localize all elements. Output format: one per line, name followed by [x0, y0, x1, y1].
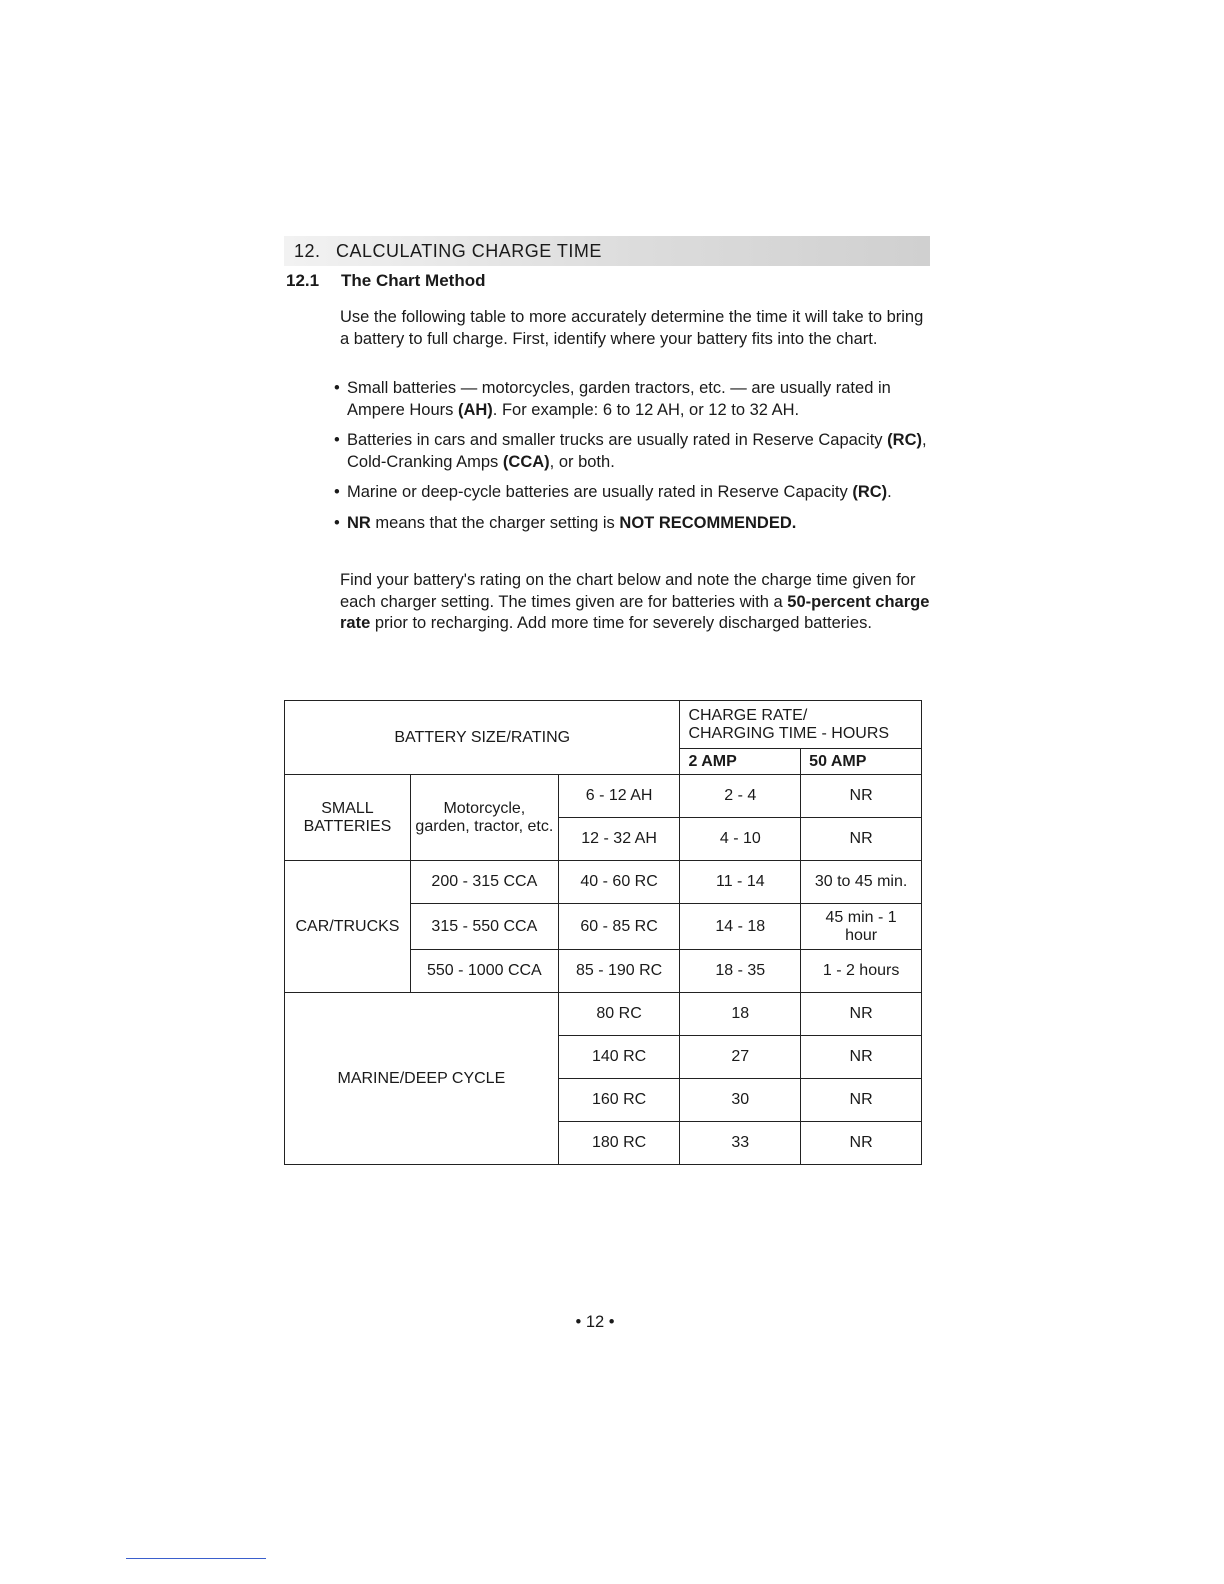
time-2amp-cell: 4 - 10 [680, 818, 801, 861]
header-charge-rate: CHARGE RATE/ CHARGING TIME - HOURS [680, 701, 922, 749]
bullet-car-batteries: • Batteries in cars and smaller trucks are usually rated in Reserve Capacity (RC), Cold-Cranking Amps (CCA), or both. [334, 430, 930, 473]
footnote-rule [126, 1558, 266, 1559]
section-title: CALCULATING CHARGE TIME [336, 240, 602, 261]
group-marine-deep-cycle: MARINE/DEEP CYCLE [285, 993, 559, 1165]
time-50amp-cell: NR [801, 1079, 922, 1122]
time-2amp-cell: 18 [680, 993, 801, 1036]
cca-cell: 550 - 1000 CCA [410, 950, 558, 993]
time-2amp-cell: 30 [680, 1079, 801, 1122]
header-battery-size: BATTERY SIZE/RATING [285, 701, 680, 775]
cca-cell: 315 - 550 CCA [410, 904, 558, 950]
table-row [285, 993, 922, 1036]
section-heading [284, 236, 930, 266]
time-50amp-cell: NR [801, 1036, 922, 1079]
bullet-marine-batteries: • Marine or deep-cycle batteries are usually rated in Reserve Capacity (RC). [334, 482, 930, 504]
rc-cell: 180 RC [558, 1122, 680, 1165]
subsection-heading [286, 271, 486, 291]
rating-cell: 6 - 12 AH [558, 775, 680, 818]
rc-cell: 40 - 60 RC [558, 861, 680, 904]
intro-paragraph: Use the following table to more accurately determine the time it will take to bring a battery to full charge. First, identify where your battery fits into the chart. [340, 308, 924, 348]
rc-cell: 160 RC [558, 1079, 680, 1122]
table-header-row [285, 701, 922, 749]
cca-cell: 200 - 315 CCA [410, 861, 558, 904]
time-50amp-cell: NR [801, 775, 922, 818]
rc-cell: 140 RC [558, 1036, 680, 1079]
time-2amp-cell: 2 - 4 [680, 775, 801, 818]
time-50amp-cell: 45 min - 1 hour [801, 904, 922, 950]
page-number: • 12 • [575, 1313, 615, 1331]
time-2amp-cell: 14 - 18 [680, 904, 801, 950]
table-row [285, 861, 922, 904]
time-2amp-cell: 27 [680, 1036, 801, 1079]
charge-time-table [284, 700, 922, 1165]
rc-cell: 60 - 85 RC [558, 904, 680, 950]
time-50amp-cell: NR [801, 993, 922, 1036]
rc-cell: 80 RC [558, 993, 680, 1036]
header-2-amp: 2 AMP [680, 749, 801, 775]
subsection-title: The Chart Method [341, 271, 486, 290]
group-car-trucks: CAR/TRUCKS [285, 861, 411, 993]
time-50amp-cell: NR [801, 1122, 922, 1165]
subsection-number: 12.1 [286, 271, 320, 290]
rc-cell: 85 - 190 RC [558, 950, 680, 993]
small-description: Motorcycle, garden, tractor, etc. [410, 775, 558, 861]
time-2amp-cell: 33 [680, 1122, 801, 1165]
rating-cell: 12 - 32 AH [558, 818, 680, 861]
find-rating-paragraph: Find your battery's rating on the chart below and note the charge time given for each charger setting. The times given are for batteries with a 50-percent charge rate prior to recharging. Add more time for severely discharged batteries. [340, 571, 930, 632]
time-50amp-cell: 30 to 45 min. [801, 861, 922, 904]
section-number: 12. [294, 240, 321, 261]
time-2amp-cell: 11 - 14 [680, 861, 801, 904]
bullet-small-batteries: • Small batteries — motorcycles, garden tractors, etc. — are usually rated in Ampere Hours (AH). For example: 6 to 12 AH, or 12 to 32 AH. [334, 378, 930, 421]
time-50amp-cell: NR [801, 818, 922, 861]
group-small-batteries: SMALL BATTERIES [285, 775, 411, 861]
time-50amp-cell: 1 - 2 hours [801, 950, 922, 993]
header-50-amp: 50 AMP [801, 749, 922, 775]
bullet-nr-meaning: • NR means that the charger setting is NOT RECOMMENDED. [334, 513, 930, 535]
rating-bullet-list [334, 378, 930, 543]
time-2amp-cell: 18 - 35 [680, 950, 801, 993]
table-row [285, 775, 922, 818]
